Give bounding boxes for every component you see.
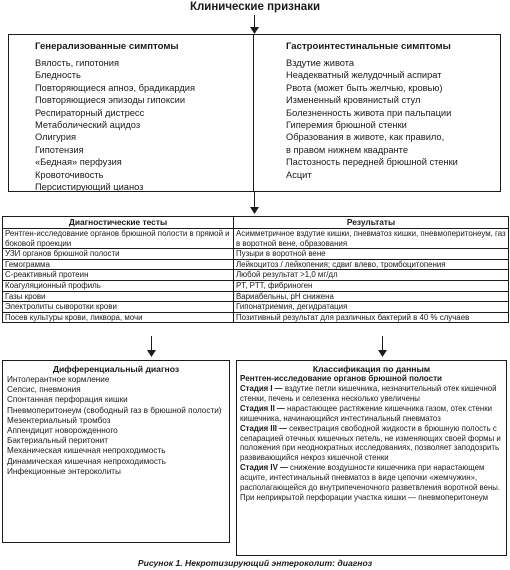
list-item: Персистирующий цианоз bbox=[35, 182, 144, 193]
table-header-row bbox=[3, 217, 509, 229]
table-row bbox=[3, 259, 509, 270]
list-item: Мезентериальный тромбоз bbox=[7, 415, 111, 425]
list-item: Болезненность живота при пальпации bbox=[286, 107, 452, 118]
table-row bbox=[3, 249, 509, 260]
diagram-title: Клинические признаки bbox=[189, 1, 321, 13]
list-item: Повторяющиеся апноэ, брадикардия bbox=[35, 82, 196, 93]
figure-caption: Рисунок 1. Некротизирующий энтероколит: диагноз bbox=[137, 558, 373, 568]
arrow-down-icon bbox=[250, 27, 259, 34]
list-item: Спонтанная перфорация кишки bbox=[7, 395, 128, 405]
result-cell: Лейкоцитоз / лейкопения; сдвиг влево, тромбоцитопения bbox=[234, 259, 509, 270]
result-cell: Пузыри в воротной вене bbox=[234, 249, 509, 260]
symptoms-divider bbox=[253, 35, 254, 191]
header-results: Результаты bbox=[234, 217, 509, 229]
list-item: Асцит bbox=[286, 169, 312, 180]
table-row bbox=[3, 229, 509, 249]
list-item: в правом нижнем квадранте bbox=[286, 144, 408, 155]
differential-title: Дифференциальный диагноз bbox=[52, 364, 180, 374]
result-cell: Асимметричное вздутие кишки, пневматоз кишки, пневмоперитонеум, газ в воротной вене, образования bbox=[234, 229, 509, 249]
test-cell: Коагуляционный профиль bbox=[3, 280, 234, 291]
table-row bbox=[3, 270, 509, 281]
list-item: Измененный кровянистый стул bbox=[286, 95, 421, 106]
list-item: Интолерантное кормление bbox=[7, 375, 110, 384]
list-item: Гипотензия bbox=[35, 144, 84, 155]
symptoms-box bbox=[8, 34, 501, 192]
list-item: Метаболический ацидоз bbox=[35, 120, 141, 131]
list-item: Вздутие живота bbox=[286, 58, 355, 68]
stage-text: нарастающее растяжение кишечника газом, отек стенки кишечника, начинающийся интестинальный пневматоз bbox=[240, 403, 493, 423]
list-item: Гиперемия брюшной стенки bbox=[286, 120, 407, 131]
stage-text: вздутие петли кишечника, незначительный отек кишечной стенки, печень и селезенка несколько увеличены bbox=[240, 384, 497, 403]
classification-title: Классификация по данным bbox=[312, 364, 431, 374]
stage-item bbox=[240, 404, 503, 424]
result-cell: Любой результат >1,0 мг/дл bbox=[234, 270, 509, 281]
table-row bbox=[3, 312, 509, 323]
stage-text: секвестрация свободной жидкости в брюшную полость с сепарацией отечных кишечных петель, не изменяющих своей формы и положения при неоднократных исследованиях, позволяет заподозрить развивающийся некроз кишечной стенки bbox=[240, 423, 501, 463]
list-item: Респираторный дистресс bbox=[35, 107, 145, 118]
result-cell: Гипонатриемия, дегидратация bbox=[234, 302, 509, 313]
tests-table bbox=[2, 216, 509, 323]
list-item: Инфекционные энтероколиты bbox=[7, 466, 121, 476]
test-cell: УЗИ органов брюшной полости bbox=[3, 249, 234, 260]
list-item: Пневмоперитонеум (свободный газ в брюшной полости) bbox=[7, 405, 222, 415]
list-item: «Бедная» перфузия bbox=[35, 157, 122, 168]
arrow-down-icon bbox=[147, 350, 156, 357]
table-row bbox=[3, 302, 509, 313]
stage-item bbox=[240, 424, 503, 464]
test-cell: С-реактивный протеин bbox=[3, 270, 234, 281]
result-cell: Позитивный результат для различных бактерий в 40 % случаев bbox=[234, 312, 509, 323]
stage-text: снижение воздушности кишечника при нарастающем асците, интестинальный пневматоз в виде цепочки «жемчужин», располагающейся до внутрипеченочного разветвления воротной вены. При неприкрытой перфорации участка кишки — пневмоперитонеум bbox=[240, 463, 501, 502]
list-item: Сепсис, пневмония bbox=[7, 385, 81, 395]
list-item: Пастозность передней брюшной стенки bbox=[286, 157, 458, 168]
list-item: Бледность bbox=[35, 70, 81, 81]
classification-body bbox=[237, 374, 506, 503]
test-cell: Электролиты сыворотки крови bbox=[3, 302, 234, 313]
test-cell: Газы крови bbox=[3, 291, 234, 302]
stage-label: Стадия I — bbox=[240, 384, 283, 393]
stage-label: Стадия IV — bbox=[240, 463, 288, 473]
list-item: Динамическая кишечная непроходимость bbox=[7, 456, 166, 466]
table-row bbox=[3, 280, 509, 291]
arrow-down-icon bbox=[250, 207, 259, 214]
table-row bbox=[3, 291, 509, 302]
differential-list bbox=[3, 374, 229, 477]
classification-subtitle: Рентген-исследование органов брюшной полости bbox=[240, 374, 443, 383]
list-item: Бактериальный перитонит bbox=[7, 436, 108, 446]
stage-label: Стадия II — bbox=[240, 403, 285, 413]
generalized-list bbox=[35, 57, 195, 193]
list-item: Аппендицит новорожденного bbox=[7, 426, 118, 436]
classification-box bbox=[236, 360, 507, 556]
stage-item bbox=[240, 384, 503, 404]
list-item: Механическая кишечная непроходимость bbox=[7, 446, 166, 456]
list-item: Олигурия bbox=[35, 132, 77, 143]
test-cell: Гемограмма bbox=[3, 259, 234, 270]
gastro-title: Гастроинтестинальные симптомы bbox=[286, 41, 451, 52]
stage-item bbox=[240, 463, 503, 503]
list-item: Рвота (может быть желчью, кровью) bbox=[286, 82, 443, 93]
test-cell: Рентген-исследование органов брюшной полости в прямой и боковой проекции bbox=[3, 229, 234, 249]
stage-label: Стадия III — bbox=[240, 423, 287, 433]
gastro-list bbox=[286, 57, 458, 181]
tests-table-wrapper bbox=[2, 216, 508, 323]
list-item: Образования в животе, как правило, bbox=[286, 132, 445, 143]
list-item: Вялость, гипотония bbox=[35, 58, 120, 68]
result-cell: Вариабельны, pH снижена bbox=[234, 291, 509, 302]
list-item: Неадекватный желудочный аспират bbox=[286, 70, 442, 81]
generalized-title: Генерализованные симптомы bbox=[35, 41, 179, 52]
test-cell: Посев культуры крови, ликвора, мочи bbox=[3, 312, 234, 323]
list-item: Повторяющиеся эпизоды гипоксии bbox=[35, 95, 186, 106]
arrow-down-icon bbox=[378, 350, 387, 357]
header-tests: Диагностические тесты bbox=[3, 217, 234, 229]
differential-box bbox=[2, 360, 230, 543]
result-cell: PT, PTT, фибриноген bbox=[234, 280, 509, 291]
list-item: Кровоточивость bbox=[35, 169, 104, 180]
